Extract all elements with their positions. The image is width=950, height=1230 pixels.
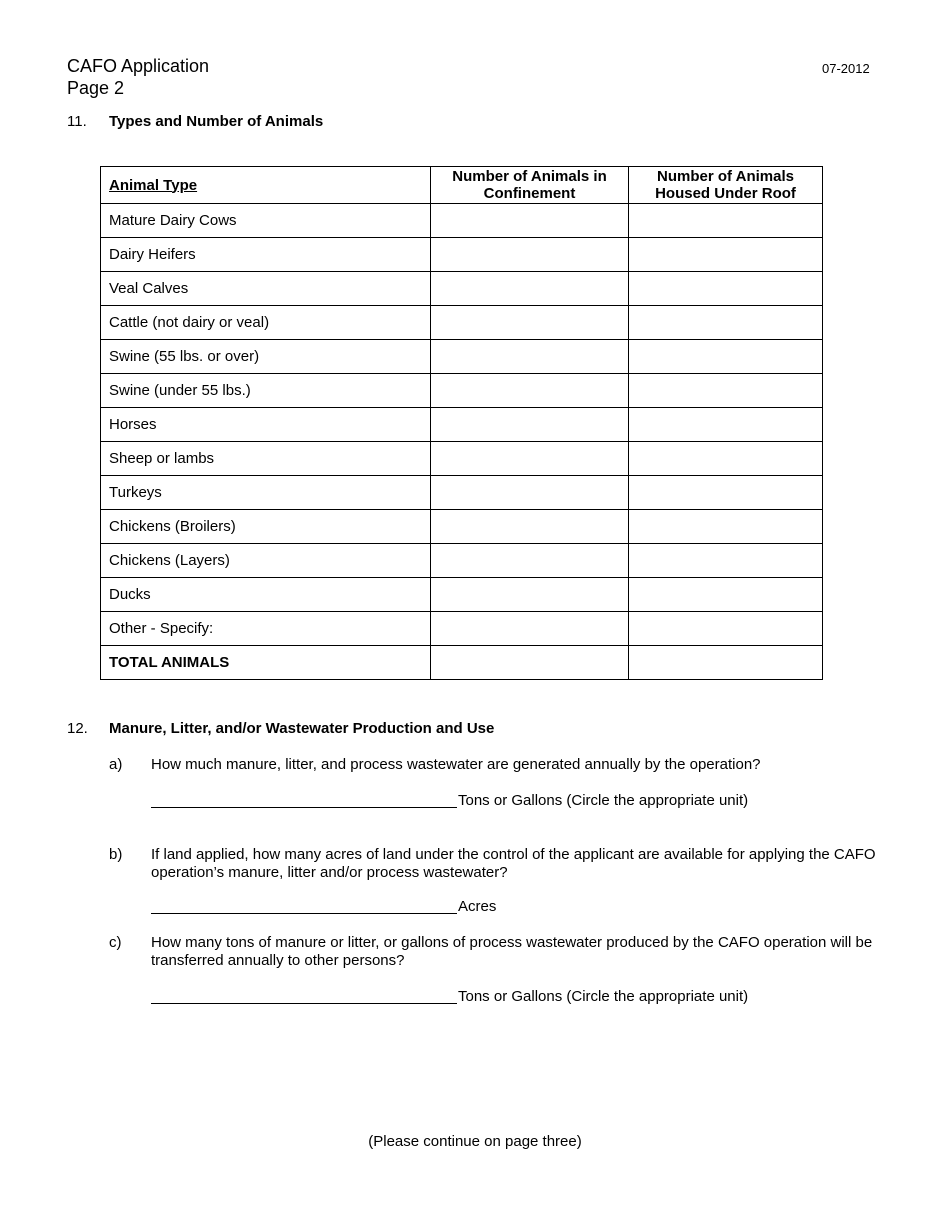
form-date: 07-2012 bbox=[822, 61, 870, 76]
section-12-title: Manure, Litter, and/or Wastewater Production and Use bbox=[109, 720, 495, 737]
column-header-under-roof: Number of Animals Housed Under Roof bbox=[629, 167, 823, 204]
section-11-title: Types and Number of Animals bbox=[109, 113, 324, 130]
total-row bbox=[101, 646, 823, 680]
under-roof-count-cell[interactable] bbox=[629, 374, 823, 408]
table-header-row bbox=[101, 167, 823, 204]
question-b-text: If land applied, how many acres of land under the control of the applicant are available for applying the CAFO operation’s manure, litter and/or process wastewater? bbox=[151, 846, 876, 881]
confinement-count-cell[interactable] bbox=[431, 476, 629, 510]
under-roof-count-cell[interactable] bbox=[629, 544, 823, 578]
confinement-count-cell[interactable] bbox=[431, 272, 629, 306]
animal-type-cell: Sheep or lambs bbox=[101, 442, 431, 476]
animal-type-cell: Swine (55 lbs. or over) bbox=[101, 340, 431, 374]
answer-a-unit: Tons or Gallons (Circle the appropriate unit) bbox=[458, 792, 749, 809]
confinement-count-cell[interactable] bbox=[431, 408, 629, 442]
table-row bbox=[101, 544, 823, 578]
answer-b-line[interactable] bbox=[151, 913, 457, 914]
animal-type-cell: Veal Calves bbox=[101, 272, 431, 306]
confinement-count-cell[interactable] bbox=[431, 374, 629, 408]
section-12-number: 12. bbox=[67, 720, 88, 737]
table-row bbox=[101, 476, 823, 510]
total-under-roof-cell[interactable] bbox=[629, 646, 823, 680]
animal-type-cell: Mature Dairy Cows bbox=[101, 204, 431, 238]
answer-c-line[interactable] bbox=[151, 1003, 457, 1004]
answer-a-line[interactable] bbox=[151, 807, 457, 808]
confinement-count-cell[interactable] bbox=[431, 340, 629, 374]
under-roof-count-cell[interactable] bbox=[629, 612, 823, 646]
answer-b-unit: Acres bbox=[458, 898, 497, 915]
table-row bbox=[101, 306, 823, 340]
under-roof-count-cell[interactable] bbox=[629, 272, 823, 306]
confinement-count-cell[interactable] bbox=[431, 578, 629, 612]
confinement-count-cell[interactable] bbox=[431, 544, 629, 578]
confinement-count-cell[interactable] bbox=[431, 612, 629, 646]
animal-type-cell: Swine (under 55 lbs.) bbox=[101, 374, 431, 408]
total-label-cell: TOTAL ANIMALS bbox=[101, 646, 431, 680]
question-a-text: How much manure, litter, and process wastewater are generated annually by the operation? bbox=[151, 756, 761, 773]
table-row bbox=[101, 612, 823, 646]
table-row bbox=[101, 510, 823, 544]
under-roof-count-cell[interactable] bbox=[629, 442, 823, 476]
animal-type-cell: Cattle (not dairy or veal) bbox=[101, 306, 431, 340]
animals-table bbox=[100, 166, 823, 680]
animal-type-cell: Other - Specify: bbox=[101, 612, 431, 646]
question-a-label: a) bbox=[109, 756, 123, 773]
confinement-count-cell[interactable] bbox=[431, 510, 629, 544]
confinement-count-cell[interactable] bbox=[431, 238, 629, 272]
section-11-number: 11. bbox=[67, 113, 87, 130]
animal-type-cell: Horses bbox=[101, 408, 431, 442]
table-row bbox=[101, 238, 823, 272]
table-row bbox=[101, 442, 823, 476]
animal-type-cell: Chickens (Broilers) bbox=[101, 510, 431, 544]
confinement-count-cell[interactable] bbox=[431, 442, 629, 476]
animal-type-cell: Turkeys bbox=[101, 476, 431, 510]
under-roof-count-cell[interactable] bbox=[629, 408, 823, 442]
table-row bbox=[101, 374, 823, 408]
animal-type-cell: Chickens (Layers) bbox=[101, 544, 431, 578]
confinement-count-cell[interactable] bbox=[431, 204, 629, 238]
under-roof-count-cell[interactable] bbox=[629, 306, 823, 340]
question-b-label: b) bbox=[109, 846, 123, 863]
table-row bbox=[101, 340, 823, 374]
page-number: Page 2 bbox=[67, 78, 125, 98]
total-confinement-cell[interactable] bbox=[431, 646, 629, 680]
table-row bbox=[101, 272, 823, 306]
table-row bbox=[101, 408, 823, 442]
under-roof-count-cell[interactable] bbox=[629, 578, 823, 612]
animal-type-cell: Ducks bbox=[101, 578, 431, 612]
table-row bbox=[101, 204, 823, 238]
table-row bbox=[101, 578, 823, 612]
column-header-animal-type: Animal Type bbox=[101, 167, 431, 204]
under-roof-count-cell[interactable] bbox=[629, 510, 823, 544]
question-c-text: How many tons of manure or litter, or gallons of process wastewater produced by the CAFO operation will be transferred annually to other persons? bbox=[151, 934, 873, 969]
confinement-count-cell[interactable] bbox=[431, 306, 629, 340]
question-c-label: c) bbox=[109, 934, 122, 951]
under-roof-count-cell[interactable] bbox=[629, 476, 823, 510]
column-header-confinement: Number of Animals in Confinement bbox=[431, 167, 629, 204]
answer-c-unit: Tons or Gallons (Circle the appropriate unit) bbox=[458, 988, 749, 1005]
animal-type-cell: Dairy Heifers bbox=[101, 238, 431, 272]
under-roof-count-cell[interactable] bbox=[629, 204, 823, 238]
continue-note: (Please continue on page three) bbox=[368, 1133, 582, 1150]
form-title: CAFO Application bbox=[67, 56, 210, 76]
under-roof-count-cell[interactable] bbox=[629, 238, 823, 272]
under-roof-count-cell[interactable] bbox=[629, 340, 823, 374]
